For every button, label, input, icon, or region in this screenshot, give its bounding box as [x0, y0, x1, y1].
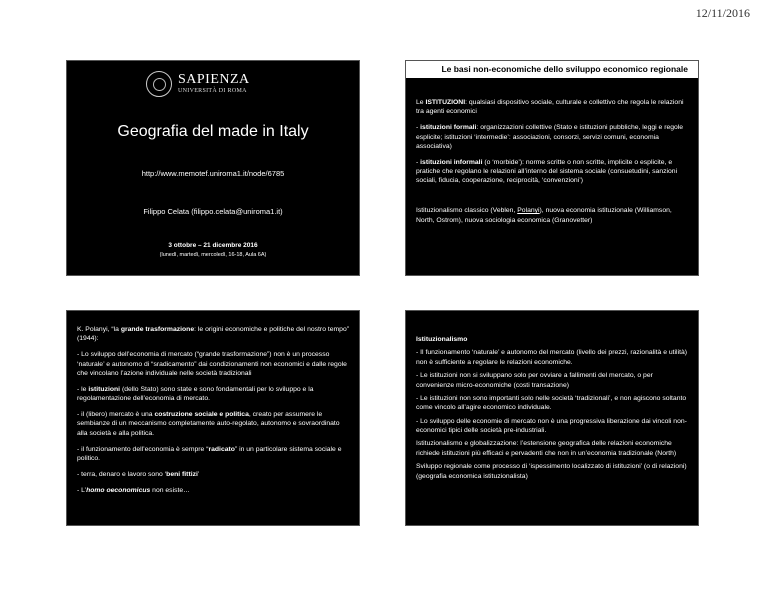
- list-item: Istituzionalismo e globalizzazione: l’estensione geografica delle relazioni economiche richiede istituzioni più efficaci e pervadenti che non in un’economia tradizionale (North): [416, 440, 677, 457]
- list-item: - Il funzionamento ‘naturale’ e autonomo del mercato (livello dei prezzi, razionalità e utilità) non è sufficiente a regolare le relazioni economiche.: [416, 349, 688, 366]
- page-date: 12/11/2016: [695, 6, 750, 20]
- paragraph: - il (libero) mercato è una costruzione sociale e politica, creato per assumere le sembianze di un meccanismo completamente auto-regolato, autonomo e sovraordinato alla società e alla politica.: [77, 411, 340, 437]
- logo-subtitle: UNIVERSITÀ DI ROMA: [178, 88, 247, 94]
- slide-istituzioni: [405, 60, 699, 276]
- slide-polanyi: [66, 310, 360, 526]
- paragraph: - il funzionamento dell’economia è sempre “radicato” in un particolare sistema sociale e politico.: [77, 445, 342, 462]
- slide-body: [416, 98, 688, 232]
- slide-header: Le basi non-economiche dello sviluppo economico regionale: [406, 61, 698, 79]
- slide-istituzionalismo: [405, 310, 699, 526]
- course-title: Geografia del made in Italy: [117, 123, 309, 140]
- list-item: - Le istituzioni non si sviluppano solo per ovviare a fallimenti del mercato, o per convenienze micro-economiche (costi transazione): [416, 372, 653, 389]
- paragraph: Le ISTITUZIONI: qualsiasi dispositivo sociale, culturale e collettivo che regola le relazioni tra agenti economici: [416, 99, 684, 116]
- course-author: Filippo Celata (filippo.celata@uniroma1.it): [143, 207, 283, 216]
- list-item: - Lo sviluppo delle economie di mercato non è una progressiva liberazione dai vincoli non-economici tipici delle società pre-industriali.: [416, 417, 687, 434]
- slide-body: [416, 335, 688, 485]
- list-item: Sviluppo regionale come processo di ‘ispessimento localizzato di istituzioni’ (o di relazioni) (geografia economica istituzionalista): [416, 463, 687, 480]
- logo-name: SAPIENZA: [178, 72, 250, 87]
- paragraph: - istituzioni informali (o ‘morbide’): norme scritte o non scritte, implicite o esplicite, e pratiche che regolano le relazioni all’interno del sistema sociale (consuetudini, sanzioni sociali, fiducia, cooperazione, reciprocità, ‘convenzioni’): [416, 158, 678, 185]
- paragraph: - Lo sviluppo dell’economia di mercato (“grande trasformazione”) non è un processo ‘naturale’ e autonomo di “sradicamento” dai condizionamenti non economici e dalle regole che vincolano l’azione individuale nelle società tradizionali: [77, 351, 347, 377]
- slide-heading: Istituzionalismo: [416, 336, 468, 343]
- university-logo: [146, 69, 296, 101]
- course-location: (lunedì, martedì, mercoledì, 16-18, Aula 6A): [159, 252, 267, 258]
- list-item: - Le istituzioni non sono importanti solo nelle società ‘tradizionali’, e non agiscono soltanto come vincolo all’agire economico individuale.: [416, 394, 687, 412]
- course-url: http://www.memotef.uniroma1.it/node/6785: [141, 169, 285, 178]
- paragraph: Istituzionalismo classico (Veblen, Polanyi), nuova economia istituzionale (Williamson, North, Ostrom), nuova sociologia economica (Granovetter): [416, 207, 672, 224]
- paragraph: - le istituzioni (dello Stato) sono state e sono fondamentali per lo sviluppo e la regolamentazione dell’economia di mercato.: [77, 385, 314, 403]
- seal-icon: [146, 71, 172, 97]
- course-dates: 3 ottobre – 21 dicembre 2016: [168, 242, 258, 249]
- slide-title: [66, 60, 360, 276]
- slide-body: [77, 325, 349, 502]
- paragraph: - L’homo oeconomicus non esiste…: [77, 487, 190, 495]
- paragraph: - istituzioni formali: organizzazioni collettive (Stato e istituzioni pubbliche, leggi e regole esplicite; istituzioni ‘intermedie’: associazioni, consorzi, servizi comuni, economia associativa): [416, 124, 684, 150]
- paragraph: - terra, denaro e lavoro sono ‘beni fittizi’: [77, 471, 200, 479]
- paragraph: K. Polanyi, “la grande trasformazione: le origini economiche e politiche del nostro tempo” (1944):: [77, 326, 350, 343]
